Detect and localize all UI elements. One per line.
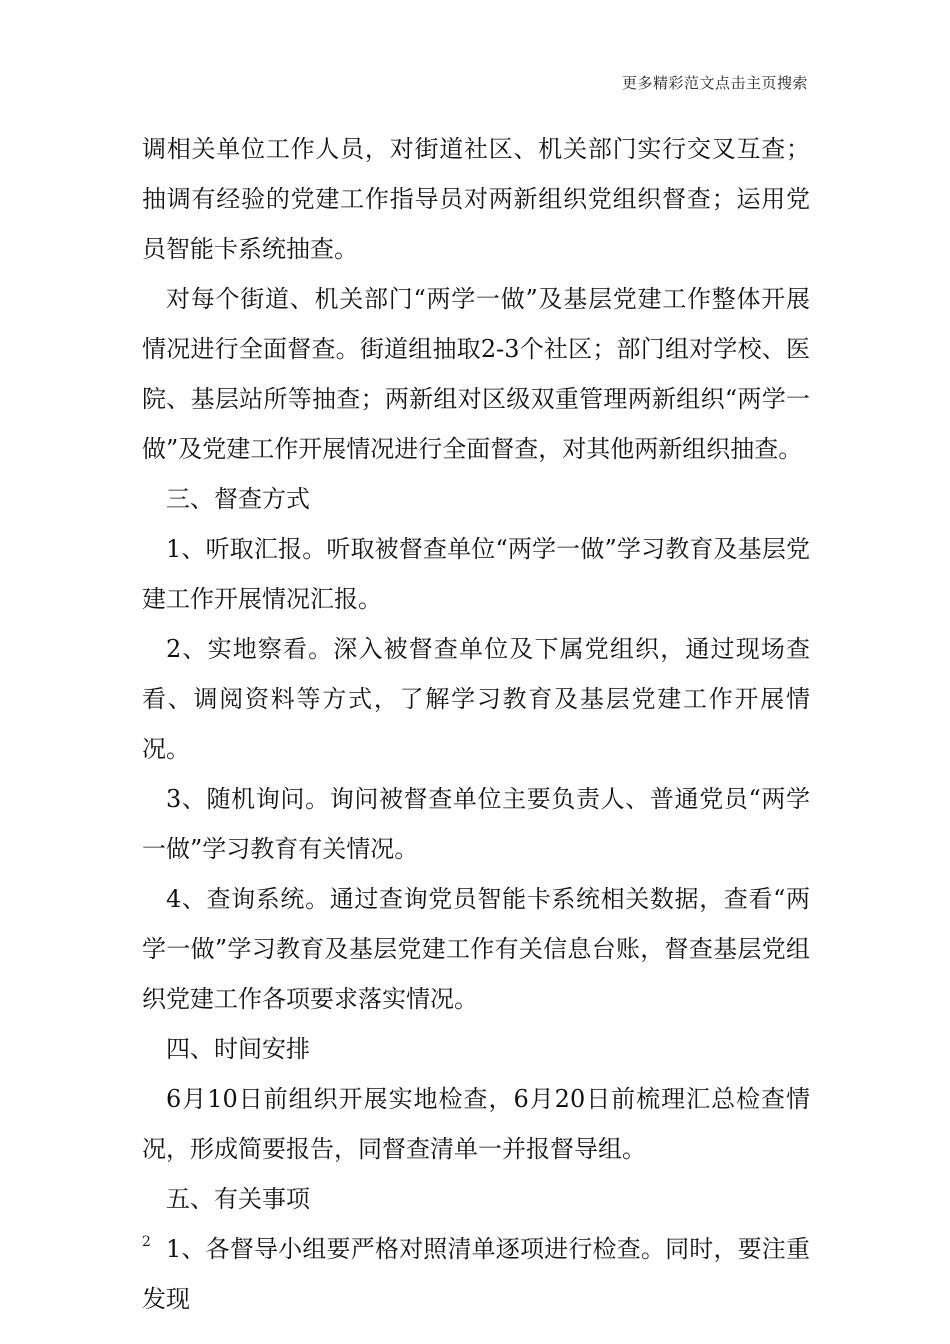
section-heading: 五、有关事项 bbox=[166, 1185, 310, 1213]
paragraph: 对每个街道、机关部门“两学一做”及基层党建工作整体开展情况进行全面督查。街道组抽取2-3个社区；部门组对学校、医院、基层站所等抽查；两新组对区级双重管理两新组织“两学一做”及党建工作开展情况进行全面督查，对其他两新组织抽查。 bbox=[142, 285, 810, 463]
paragraph: 4、查询系统。通过查询党员智能卡系统相关数据，查看“两学一做”学习教育及基层党建工作有关信息台账，督查基层党组织党建工作各项要求落实情况。 bbox=[142, 885, 810, 1013]
section-heading: 四、时间安排 bbox=[166, 1035, 310, 1063]
paragraph: 调相关单位工作人员，对街道社区、机关部门实行交叉互查；抽调有经验的党建工作指导员对两新组织党组织督查；运用党员智能卡系统抽查。 bbox=[142, 135, 810, 263]
document-body bbox=[142, 124, 810, 1324]
section-heading: 三、督查方式 bbox=[166, 485, 310, 513]
paragraph: 1、各督导小组要严格对照清单逐项进行检查。同时，要注重发现 bbox=[142, 1235, 810, 1313]
paragraph: 1、听取汇报。听取被督查单位“两学一做”学习教育及基层党建工作开展情况汇报。 bbox=[142, 535, 810, 613]
page-number: 2 bbox=[142, 1234, 151, 1250]
paragraph: 2、实地察看。深入被督查单位及下属党组织，通过现场查看、调阅资料等方式，了解学习教育及基层党建工作开展情况。 bbox=[142, 635, 810, 763]
paragraph: 6月10日前组织开展实地检查，6月20日前梳理汇总检查情况，形成简要报告，同督查清单一并报督导组。 bbox=[142, 1085, 810, 1163]
header-note: 更多精彩范文点击主页搜索 bbox=[621, 74, 808, 92]
paragraph: 3、随机询问。询问被督查单位主要负责人、普通党员“两学一做”学习教育有关情况。 bbox=[142, 785, 810, 863]
